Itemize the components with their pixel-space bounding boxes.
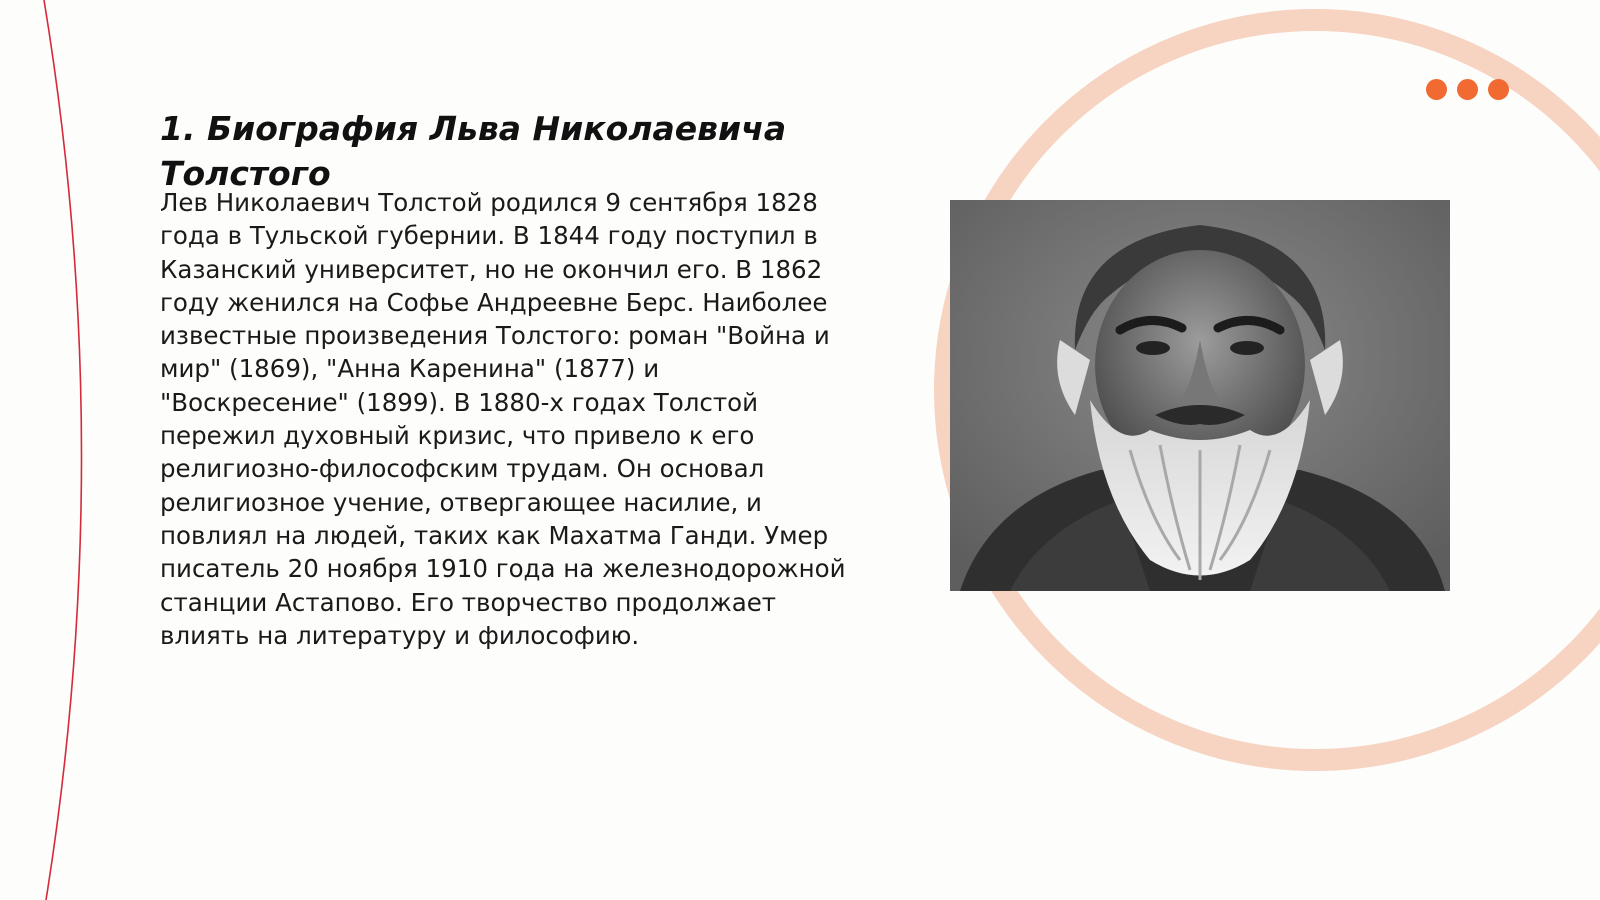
biography-text: Лев Николаевич Толстой родился 9 сентября 1828 года в Тульской губернии. В 1844 году поступил в Казанский университет, но не окончил его. В 1862 году женился на Софье Андреевне Берс. Наиболее известные произведения Толстого: роман "Война и мир" (1869), "Анна Каренина" (1877) и "Воскресение" (1899). В 1880-х годах Толстой пережил духовный кризис, что привело к его религиозно-философским трудам. Он основал религиозное учение, отвергающее насилие, и повлиял на людей, таких как Махатма Ганди. Умер писатель 20 ноября 1910 года на железнодорожной станции Астапово. Его творчество продолжает влиять на литературу и философию. [160, 188, 846, 650]
portrait-illustration [950, 200, 1450, 591]
dot-icon [1457, 79, 1478, 100]
dot-icon [1426, 79, 1447, 100]
portrait-photo [950, 200, 1450, 591]
menu-dots[interactable] [1426, 79, 1509, 100]
left-red-curve [44, 0, 82, 900]
dot-icon [1488, 79, 1509, 100]
slide-title: 1. Биография Льва Николаевича Толстого [160, 109, 787, 193]
